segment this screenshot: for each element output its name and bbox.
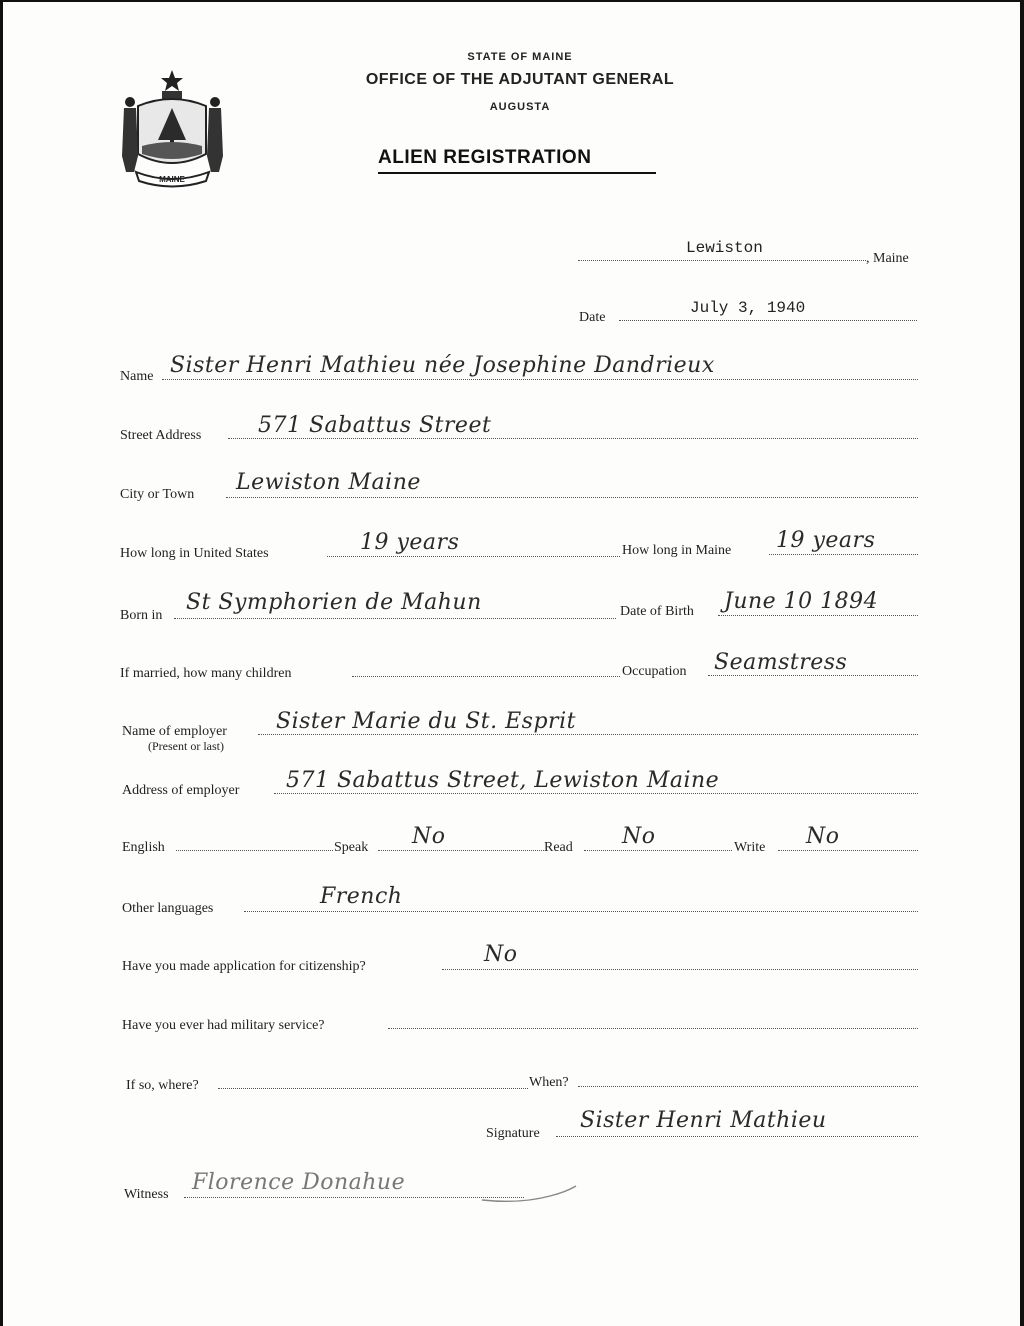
signature-dotted-line	[556, 1136, 918, 1137]
write-dotted-line	[778, 850, 918, 851]
write-value: No	[806, 824, 840, 849]
witness-label: Witness	[124, 1187, 169, 1202]
date-of-birth-dotted-line	[718, 615, 918, 616]
when-dotted-line	[578, 1086, 918, 1087]
military-dotted-line	[388, 1028, 918, 1029]
title-underline	[378, 172, 656, 174]
city-label: City or Town	[120, 487, 195, 502]
witness-flourish-icon	[480, 1182, 580, 1204]
name-label: Name	[120, 369, 154, 384]
maine-label: , Maine	[866, 251, 909, 266]
date-value: July 3, 1940	[690, 299, 806, 317]
speak-value: No	[412, 824, 446, 849]
how-long-us-value: 19 years	[360, 530, 460, 555]
other-languages-label: Other languages	[122, 901, 214, 916]
city-heading: AUGUSTA	[489, 101, 551, 113]
write-label: Write	[734, 840, 766, 855]
right-edge	[1020, 0, 1024, 1326]
born-in-label: Born in	[120, 608, 163, 623]
date-dotted-line	[619, 320, 917, 321]
date-of-birth-value: June 10 1894	[724, 589, 879, 614]
employer-address-label: Address of employer	[122, 783, 240, 798]
witness-dotted-line	[184, 1197, 524, 1198]
english-label: English	[122, 840, 165, 855]
date-label: Date	[579, 310, 606, 325]
read-dotted-line	[584, 850, 732, 851]
town-dotted-line	[578, 260, 866, 261]
english-dotted-line	[176, 850, 333, 851]
signature-label: Signature	[486, 1126, 540, 1141]
occupation-value: Seamstress	[714, 650, 848, 675]
seal-banner-text: MAINE	[159, 175, 185, 184]
name-dotted-line	[162, 379, 918, 380]
form-title: ALIEN REGISTRATION	[378, 147, 592, 168]
how-long-maine-value: 19 years	[776, 528, 876, 553]
how-long-maine-dotted-line	[769, 554, 918, 555]
employer-address-value: 571 Sabattus Street, Lewiston Maine	[286, 768, 720, 793]
how-long-us-dotted-line	[327, 556, 620, 557]
street-value: 571 Sabattus Street	[258, 413, 492, 438]
employer-dotted-line	[258, 734, 918, 735]
state-heading: STATE OF MAINE	[467, 51, 573, 63]
top-edge	[0, 0, 1024, 2]
employer-label: Name of employer	[122, 724, 227, 739]
where-label: If so, where?	[126, 1078, 199, 1093]
employer-sublabel: (Present or last)	[148, 739, 224, 753]
read-value: No	[622, 824, 656, 849]
maine-state-seal-icon	[120, 68, 225, 188]
occupation-label: Occupation	[622, 664, 687, 679]
speak-dotted-line	[378, 850, 544, 851]
date-of-birth-label: Date of Birth	[620, 604, 694, 619]
how-long-maine-label: How long in Maine	[622, 543, 732, 558]
name-value: Sister Henri Mathieu née Josephine Dandrieux	[170, 353, 715, 378]
military-label: Have you ever had military service?	[122, 1018, 325, 1033]
other-languages-dotted-line	[244, 911, 918, 912]
street-label: Street Address	[120, 428, 202, 443]
when-label: When?	[529, 1075, 569, 1090]
town-value: Lewiston	[686, 239, 763, 257]
employer-address-dotted-line	[274, 793, 918, 794]
city-dotted-line	[226, 497, 918, 498]
witness-value: Florence Donahue	[192, 1170, 406, 1195]
born-in-dotted-line	[174, 618, 616, 619]
citizenship-label: Have you made application for citizenship?	[122, 959, 366, 974]
occupation-dotted-line	[708, 675, 918, 676]
employer-value: Sister Marie du St. Esprit	[276, 709, 576, 734]
city-value: Lewiston Maine	[236, 470, 421, 495]
how-long-us-label: How long in United States	[120, 546, 269, 561]
married-label: If married, how many children	[120, 666, 292, 681]
left-edge	[0, 0, 3, 1326]
married-dotted-line	[352, 676, 620, 677]
office-heading: OFFICE OF THE ADJUTANT GENERAL	[365, 71, 675, 88]
where-dotted-line	[218, 1088, 528, 1089]
signature-value: Sister Henri Mathieu	[580, 1108, 827, 1133]
other-languages-value: French	[320, 884, 403, 909]
speak-label: Speak	[334, 840, 369, 855]
citizenship-value: No	[484, 942, 518, 967]
citizenship-dotted-line	[442, 969, 918, 970]
street-dotted-line	[228, 438, 918, 439]
read-label: Read	[544, 840, 573, 855]
born-in-value: St Symphorien de Mahun	[186, 590, 482, 615]
